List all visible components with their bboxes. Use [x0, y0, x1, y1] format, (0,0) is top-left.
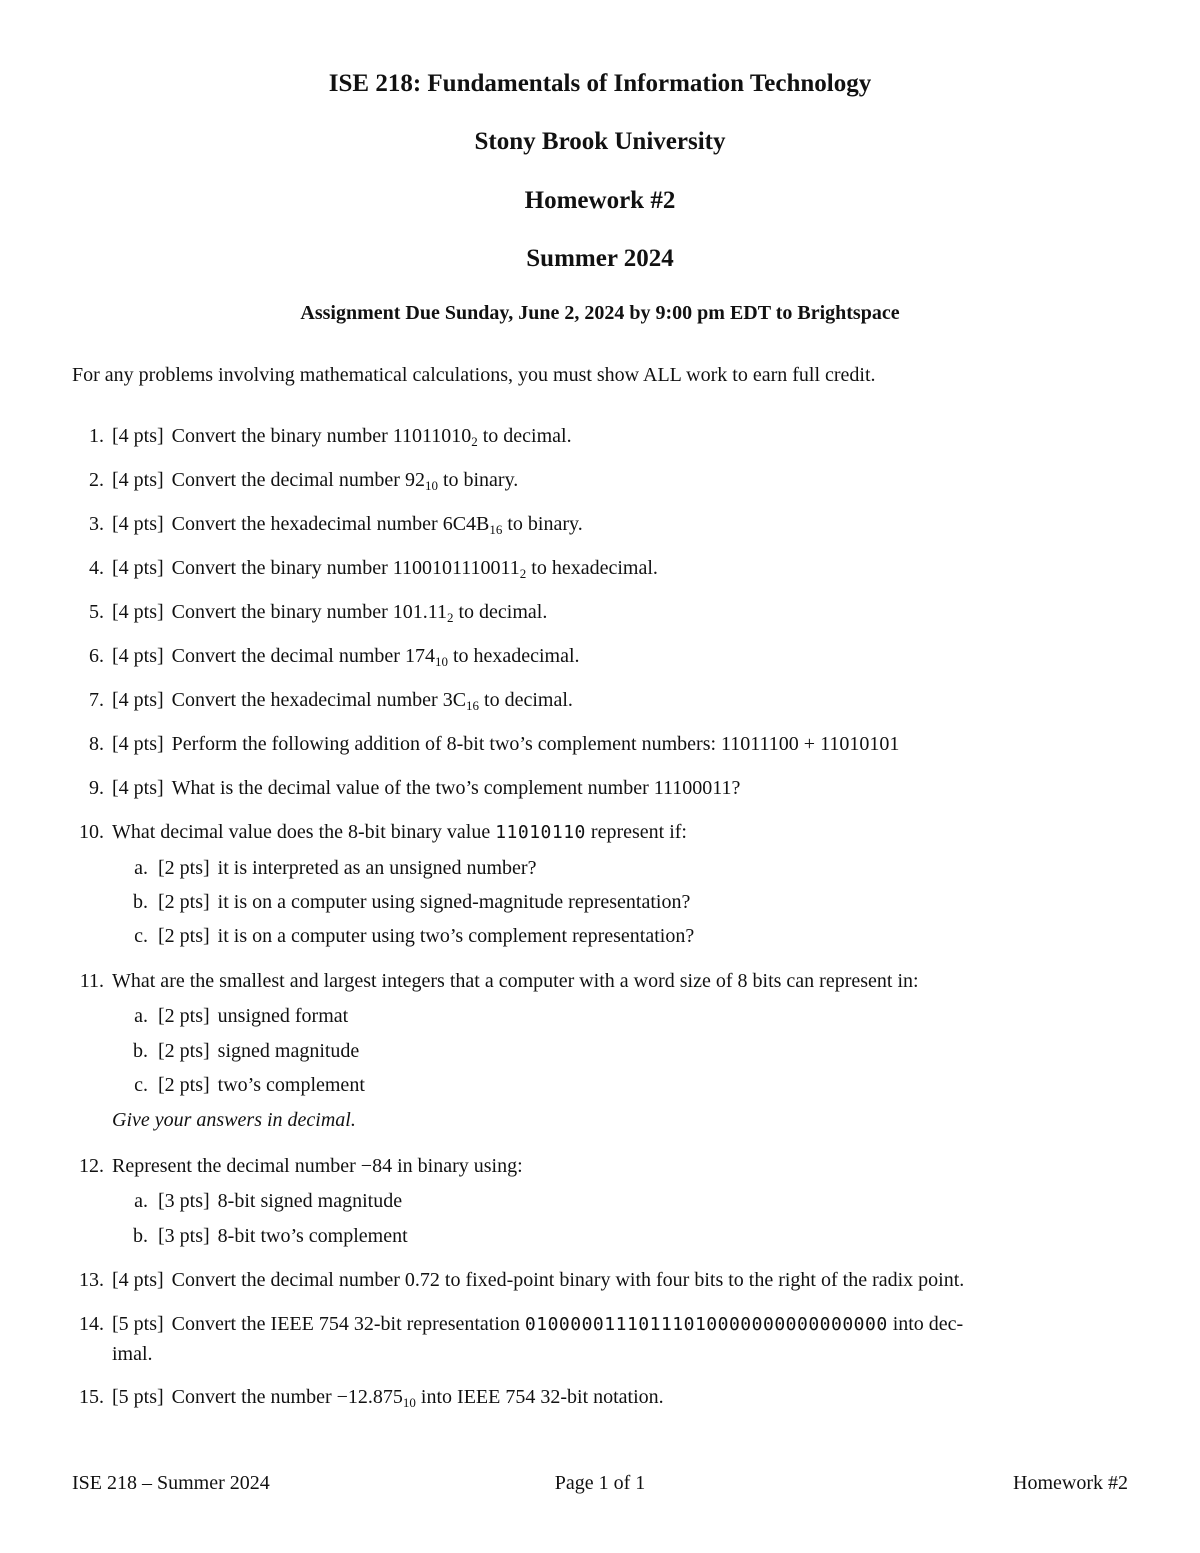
question-text — [112, 688, 1132, 712]
question-pre: Convert the decimal number — [171, 645, 405, 667]
question-text — [112, 424, 1132, 448]
question-text — [112, 1312, 1132, 1337]
points: [3 pts] — [158, 1225, 210, 1247]
points: [4 pts] — [112, 601, 164, 623]
points: [4 pts] — [112, 513, 164, 535]
footer-assignment: Homework #2 — [1013, 1472, 1128, 1494]
subquestion-text — [158, 1189, 1118, 1213]
question-number: 12. — [79, 1155, 104, 1177]
question-pre: What decimal value does the 8-bit binary value — [112, 821, 496, 843]
question-post: to decimal. — [477, 425, 572, 447]
term-label: Summer 2024 — [526, 245, 674, 272]
question-pre: Convert the IEEE 754 32-bit representation — [171, 1313, 525, 1335]
base-subscript: 2 — [471, 434, 478, 449]
question-pre: Convert the decimal number — [171, 469, 405, 491]
subquestion-text — [158, 1224, 1118, 1248]
question-pre: Convert the binary number — [171, 425, 393, 447]
subquestion-letter: a. — [134, 1190, 148, 1212]
points: [4 pts] — [112, 469, 164, 491]
question-text — [112, 556, 1132, 580]
base-subscript: 16 — [466, 698, 480, 713]
question-number: 9. — [89, 777, 104, 799]
question-pre: Convert the hexadecimal number — [171, 689, 443, 711]
points: [4 pts] — [112, 557, 164, 579]
question-text — [112, 1385, 1132, 1409]
question-value: 1100101110011 — [392, 557, 520, 579]
question-post: to binary. — [502, 513, 583, 535]
question-text — [112, 732, 1132, 756]
points: [2 pts] — [158, 1005, 210, 1027]
question-number: 3. — [89, 513, 104, 535]
subquestion-body: two’s complement — [217, 1074, 365, 1096]
question-post: into dec- — [887, 1313, 964, 1335]
intro-text: For any problems involving mathematical calculations, you must show ALL work to earn full credit. — [72, 364, 876, 386]
subquestion-body: it is interpreted as an unsigned number? — [217, 857, 537, 879]
question-number: 14. — [79, 1313, 104, 1335]
question-body: Represent the decimal number −84 in binary using: — [112, 1155, 523, 1177]
points: [2 pts] — [158, 857, 210, 879]
points: [4 pts] — [112, 689, 164, 711]
question-post: to decimal. — [453, 601, 548, 623]
question-number: 15. — [79, 1386, 104, 1408]
ieee-bit-pattern: 01000001110111010000000000000000 — [524, 1314, 888, 1335]
subquestion-letter: b. — [133, 891, 148, 913]
points: [4 pts] — [112, 645, 164, 667]
subquestion-text — [158, 856, 1118, 880]
question-text — [112, 468, 1132, 492]
answer-note: Give your answers in decimal. — [112, 1109, 356, 1131]
question-number: 6. — [89, 645, 104, 667]
course-title: ISE 218: Fundamentals of Information Technology — [328, 70, 872, 97]
subquestion-letter: c. — [134, 925, 148, 947]
base-subscript: 10 — [434, 654, 448, 669]
points: [2 pts] — [158, 1074, 210, 1096]
points: [4 pts] — [112, 1269, 164, 1291]
subquestion-body: signed magnitude — [217, 1040, 360, 1062]
question-post: to binary. — [437, 469, 519, 491]
subquestion-text — [158, 1073, 1118, 1097]
question-value: 92 — [404, 469, 425, 491]
question-post: to hexadecimal. — [447, 645, 580, 667]
points: [2 pts] — [158, 1040, 210, 1062]
subquestion-body: unsigned format — [217, 1005, 349, 1027]
question-post: into IEEE 754 32-bit notation. — [415, 1386, 664, 1408]
question-value: 101.11 — [392, 601, 447, 623]
subquestion-letter: a. — [134, 1005, 148, 1027]
question-body: Perform the following addition of 8-bit two’s complement numbers: 11011100 + 11010101 — [171, 733, 900, 755]
question-pre: Convert the binary number — [171, 601, 393, 623]
question-number: 5. — [89, 601, 104, 623]
subquestion-text — [158, 1004, 1118, 1028]
assignment-title: Homework #2 — [524, 187, 676, 214]
base-subscript: 2 — [519, 566, 527, 581]
subquestion-text — [158, 924, 1118, 948]
university-name: Stony Brook University — [474, 128, 726, 155]
question-number: 13. — [79, 1269, 104, 1291]
question-text — [112, 776, 1132, 800]
subquestion-letter: b. — [133, 1040, 148, 1062]
question-text — [112, 512, 1132, 536]
question-number: 4. — [89, 557, 104, 579]
question-text — [112, 1268, 1132, 1292]
base-subscript: 16 — [489, 522, 503, 537]
question-number: 2. — [89, 469, 104, 491]
subquestion-body: 8-bit signed magnitude — [217, 1190, 403, 1212]
question-pre: Convert the binary number — [171, 557, 393, 579]
points: [5 pts] — [112, 1386, 164, 1408]
question-post: to hexadecimal. — [526, 557, 658, 579]
question-number: 7. — [89, 689, 104, 711]
question-value: 11011010 — [392, 425, 472, 447]
question-text — [112, 820, 1132, 845]
question-text — [112, 644, 1132, 668]
question-number: 10. — [79, 821, 104, 843]
question-body: Convert the decimal number 0.72 to fixed-point binary with four bits to the right of the radix point. — [171, 1269, 965, 1291]
question-body: What are the smallest and largest integers that a computer with a word size of 8 bits can represent in: — [112, 970, 919, 992]
question-value: 6C4B — [442, 513, 490, 535]
question-value: 3C — [442, 689, 467, 711]
points: [5 pts] — [112, 1313, 164, 1335]
subquestion-letter: c. — [134, 1074, 148, 1096]
question-body: What is the decimal value of the two’s complement number 11100011? — [171, 777, 741, 799]
subquestion-text — [158, 1039, 1118, 1063]
base-subscript: 2 — [447, 610, 454, 625]
question-pre: Convert the hexadecimal number — [171, 513, 443, 535]
question-post: represent if: — [585, 821, 687, 843]
subquestion-body: 8-bit two’s complement — [217, 1225, 408, 1247]
points: [4 pts] — [112, 777, 164, 799]
base-subscript: 10 — [424, 478, 438, 493]
question-post: to decimal. — [479, 689, 573, 711]
subquestion-letter: a. — [134, 857, 148, 879]
question-number: 8. — [89, 733, 104, 755]
due-date: Assignment Due Sunday, June 2, 2024 by 9:00 pm EDT to Brightspace — [300, 302, 900, 324]
points: [4 pts] — [112, 733, 164, 755]
question-text — [112, 600, 1132, 624]
question-pre: Convert the number −12.875 — [171, 1386, 403, 1408]
base-subscript: 10 — [402, 1395, 416, 1410]
subquestion-body: it is on a computer using signed-magnitude representation? — [217, 891, 691, 913]
question-number: 11. — [79, 970, 104, 992]
question-number: 1. — [89, 425, 104, 447]
subquestion-body: it is on a computer using two’s complement representation? — [217, 925, 695, 947]
footer-page-number: Page 1 of 1 — [554, 1472, 646, 1494]
question-value: 174 — [404, 645, 435, 667]
footer-course: ISE 218 – Summer 2024 — [72, 1472, 270, 1494]
points: [3 pts] — [158, 1190, 210, 1212]
points: [4 pts] — [112, 425, 164, 447]
subquestion-text — [158, 890, 1118, 914]
subquestion-letter: b. — [133, 1225, 148, 1247]
points: [2 pts] — [158, 891, 210, 913]
question-continuation: imal. — [112, 1343, 153, 1365]
points: [2 pts] — [158, 925, 210, 947]
question-value: 11010110 — [495, 822, 586, 843]
